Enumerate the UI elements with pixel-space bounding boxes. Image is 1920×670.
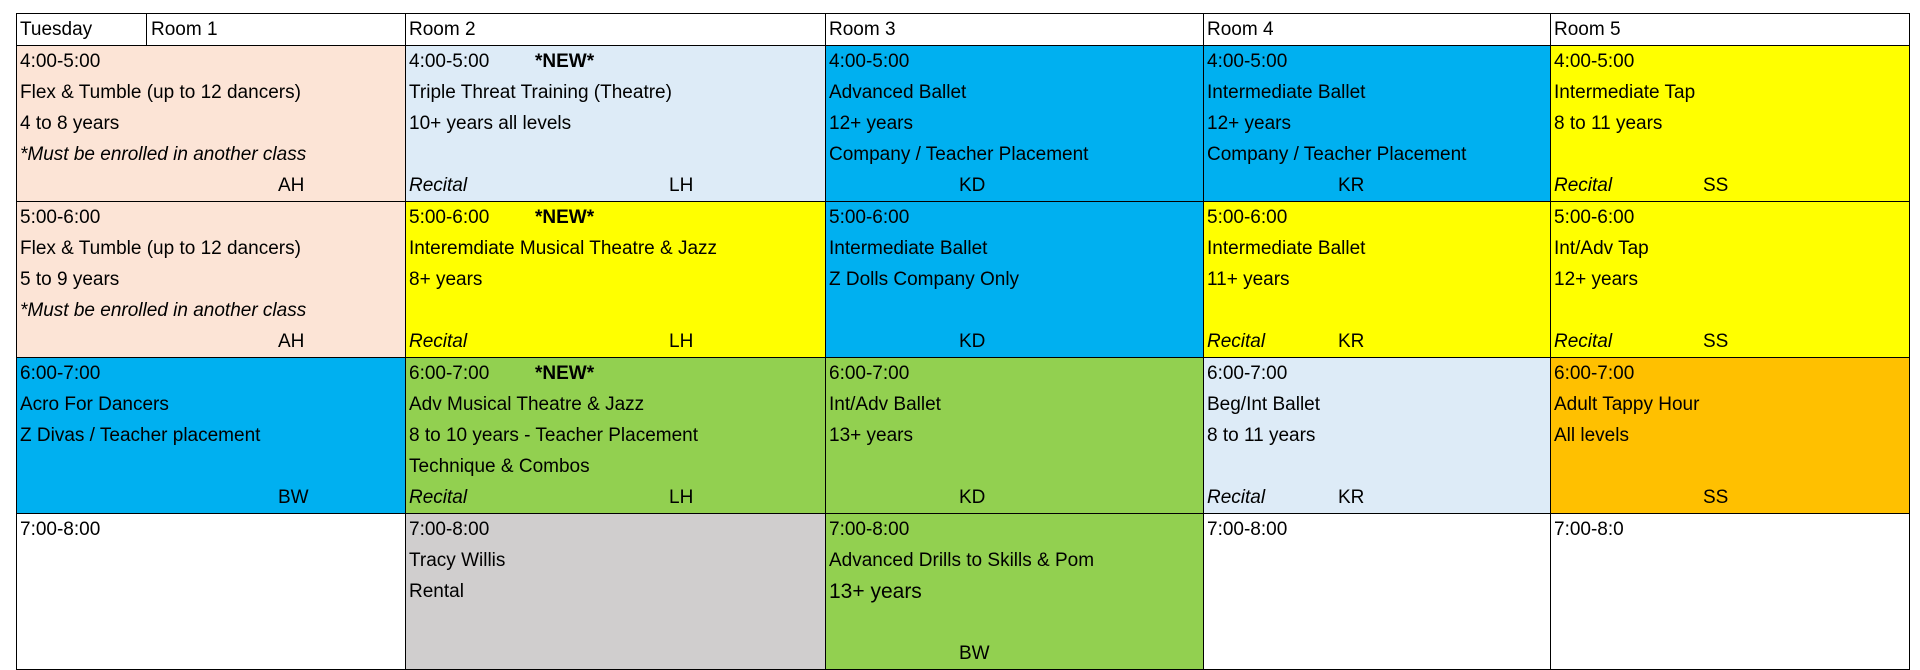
class-cell: [406, 358, 826, 514]
class-age: 13+ years: [829, 580, 922, 603]
class-time: 5:00-6:00: [1554, 207, 1635, 228]
class-title: Int/Adv Ballet: [829, 394, 941, 415]
class-time: 6:00-7:00: [1207, 363, 1288, 384]
rental-name: Tracy Willis: [409, 550, 506, 571]
class-cell: [1204, 46, 1551, 202]
instructor-initials: SS: [1703, 175, 1729, 196]
class-cell: [17, 46, 406, 202]
header-day-cell: [17, 14, 406, 46]
class-cell: [406, 514, 826, 670]
class-cell: [1551, 202, 1910, 358]
recital-label: Recital: [409, 487, 468, 508]
class-title: Beg/Int Ballet: [1207, 394, 1321, 415]
new-badge: *NEW*: [535, 363, 595, 384]
class-time: 4:00-5:00: [409, 51, 490, 72]
recital-label: Recital: [409, 331, 468, 352]
class-time: 7:00-8:00: [1207, 519, 1288, 540]
recital-label: Recital: [1554, 175, 1613, 196]
class-note: *Must be enrolled in another class: [20, 300, 307, 321]
time-slot-row: [17, 514, 1910, 670]
class-company: Z Divas / Teacher placement: [20, 425, 261, 446]
class-cell: [406, 46, 826, 202]
class-time: 4:00-5:00: [1207, 51, 1288, 72]
class-age: 12+ years: [829, 113, 913, 134]
class-age: 5 to 9 years: [20, 269, 120, 290]
class-title: Intermediate Ballet: [829, 238, 988, 259]
class-placement: Company / Teacher Placement: [829, 144, 1089, 165]
class-age: 4 to 8 years: [20, 113, 120, 134]
class-time: 6:00-7:00: [409, 363, 490, 384]
class-time: 4:00-5:00: [20, 51, 101, 72]
class-time: 5:00-6:00: [20, 207, 101, 228]
class-placement: Company / Teacher Placement: [1207, 144, 1467, 165]
instructor-initials: KD: [959, 487, 986, 508]
class-title: Advanced Drills to Skills & Pom: [829, 550, 1095, 571]
instructor-initials: BW: [959, 643, 990, 664]
instructor-initials: LH: [669, 331, 694, 352]
recital-label: Recital: [1554, 331, 1613, 352]
time-slot-row: [17, 202, 1910, 358]
room-5-header: Room 5: [1551, 14, 1910, 46]
class-time: 7:00-8:00: [829, 519, 910, 540]
class-time: 4:00-5:00: [1554, 51, 1635, 72]
class-cell: [1204, 358, 1551, 514]
class-cell: [826, 202, 1204, 358]
class-age: 8+ years: [409, 269, 483, 290]
class-age: 10+ years all levels: [409, 113, 572, 134]
class-cell: [17, 202, 406, 358]
class-title: Intermediate Ballet: [1207, 238, 1366, 259]
class-age: 8 to 11 years: [1554, 113, 1663, 134]
class-age: 12+ years: [1554, 269, 1638, 290]
class-title: Intermediate Ballet: [1207, 82, 1366, 103]
class-title: Triple Threat Training (Theatre): [409, 82, 672, 103]
class-cell: [826, 514, 1204, 670]
schedule-table: [16, 13, 1910, 670]
class-cell: [17, 514, 406, 670]
instructor-initials: SS: [1703, 487, 1729, 508]
class-title: Flex & Tumble (up to 12 dancers): [20, 238, 301, 259]
instructor-initials: AH: [278, 175, 305, 196]
instructor-initials: AH: [278, 331, 305, 352]
class-cell: [1204, 514, 1551, 670]
class-note: *Must be enrolled in another class: [20, 144, 307, 165]
class-time: 5:00-6:00: [1207, 207, 1288, 228]
class-title: Adult Tappy Hour: [1554, 394, 1700, 415]
time-slot-row: [17, 358, 1910, 514]
class-cell: [1204, 202, 1551, 358]
class-age: 8 to 10 years - Teacher Placement: [409, 425, 699, 446]
new-badge: *NEW*: [535, 51, 595, 72]
class-cell: [1551, 514, 1910, 670]
day-label: Tuesday: [20, 19, 93, 40]
class-title: Flex & Tumble (up to 12 dancers): [20, 82, 301, 103]
instructor-initials: SS: [1703, 331, 1729, 352]
instructor-initials: KR: [1338, 487, 1365, 508]
class-title: Adv Musical Theatre & Jazz: [409, 394, 645, 415]
rental-label: Rental: [409, 581, 464, 602]
class-cell: [17, 358, 406, 514]
header-row: [17, 14, 1910, 46]
class-time: 7:00-8:0: [1554, 519, 1624, 540]
class-age: 13+ years: [829, 425, 913, 446]
recital-label: Recital: [409, 175, 468, 196]
class-time: 6:00-7:00: [20, 363, 101, 384]
class-level: All levels: [1554, 425, 1629, 446]
class-title: Int/Adv Tap: [1554, 238, 1649, 259]
room-4-header: Room 4: [1204, 14, 1551, 46]
instructor-initials: KR: [1338, 331, 1365, 352]
class-time: 4:00-5:00: [829, 51, 910, 72]
instructor-initials: KD: [959, 175, 986, 196]
instructor-initials: KR: [1338, 175, 1365, 196]
class-time: 6:00-7:00: [829, 363, 910, 384]
instructor-initials: LH: [669, 175, 694, 196]
time-slot-row: [17, 46, 1910, 202]
class-age: 8 to 11 years: [1207, 425, 1316, 446]
instructor-initials: LH: [669, 487, 694, 508]
class-cell: [826, 358, 1204, 514]
class-title: Acro For Dancers: [20, 394, 169, 415]
class-title: Interemdiate Musical Theatre & Jazz: [409, 238, 718, 259]
class-time: 7:00-8:00: [20, 519, 101, 540]
class-cell: [826, 46, 1204, 202]
class-age: 12+ years: [1207, 113, 1291, 134]
class-title: Advanced Ballet: [829, 82, 967, 103]
class-time: 7:00-8:00: [409, 519, 490, 540]
class-title: Intermediate Tap: [1554, 82, 1696, 103]
class-company: Z Dolls Company Only: [829, 269, 1020, 290]
class-time: 5:00-6:00: [829, 207, 910, 228]
room-3-header: Room 3: [826, 14, 1204, 46]
instructor-initials: BW: [278, 487, 309, 508]
room-1-header: Room 1: [151, 19, 218, 40]
class-time: 6:00-7:00: [1554, 363, 1635, 384]
class-cell: [1551, 358, 1910, 514]
recital-label: Recital: [1207, 487, 1266, 508]
instructor-initials: KD: [959, 331, 986, 352]
class-cell: [1551, 46, 1910, 202]
new-badge: *NEW*: [535, 207, 595, 228]
class-cell: [406, 202, 826, 358]
recital-label: Recital: [1207, 331, 1266, 352]
class-detail: Technique & Combos: [409, 456, 590, 477]
header-divider: [146, 14, 147, 45]
room-2-header: Room 2: [406, 14, 826, 46]
class-age: 11+ years: [1207, 269, 1290, 290]
class-time: 5:00-6:00: [409, 207, 490, 228]
